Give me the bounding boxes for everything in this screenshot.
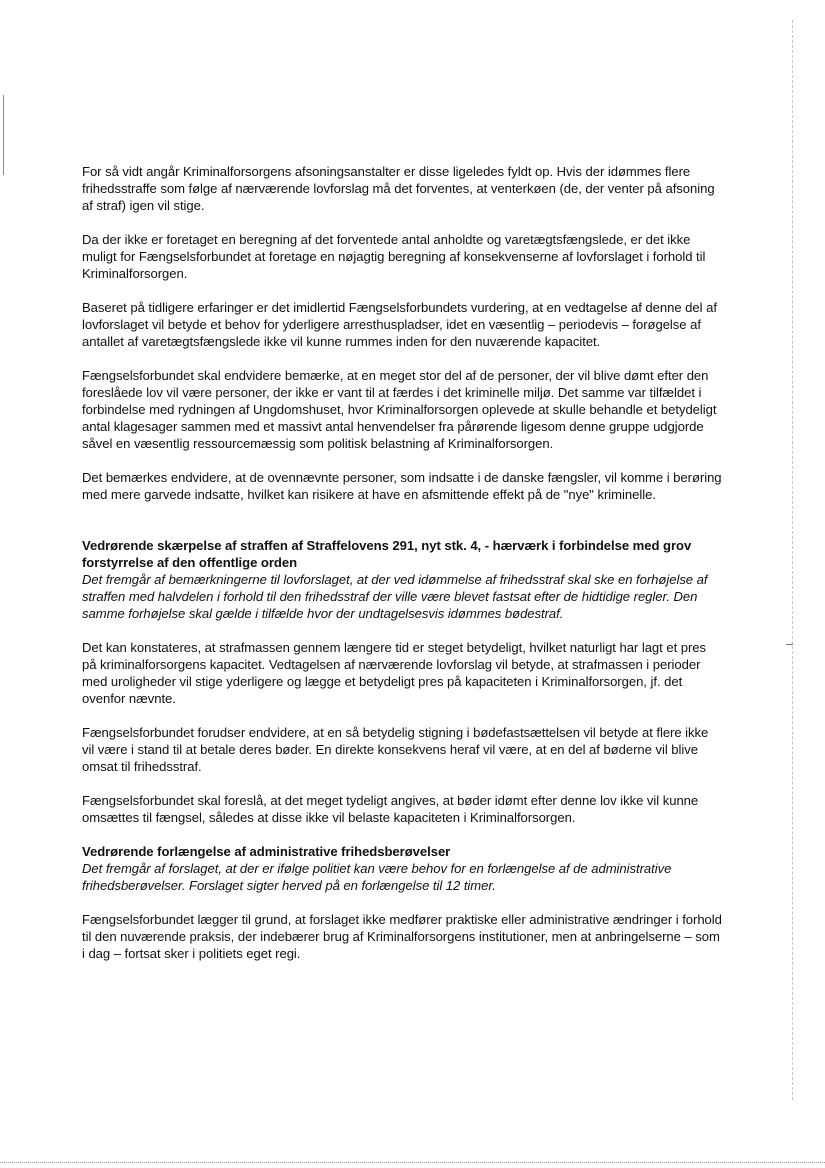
paragraph-proposal-fines: Fængselsforbundet skal foreslå, at det meget tydeligt angives, at bøder idømt efter denne lov ikke vil kunne omsættes til fængsel, således at disse ikke vil belaste kapaciteten i Kriminalforsorgen. xyxy=(82,793,699,825)
paragraph-assessment: Baseret på tidligere erfaringer er det imidlertid Fængselsforbundets vurdering, at en vedtagelse af denne del af lovforslaget vil betyde et behov for yderligere arresthuspladser, idet en væsentlig – periodevis – forøgelse af antallet af varetægtsfængslede ikke vil kunne rummes inden for den nuværende kapacitet. xyxy=(82,300,717,349)
paragraph-new-offenders: Fængselsforbundet skal endvidere bemærke, at en meget stor del af de personer, der vil blive dømt efter den foreslåede lov vil være personer, der ikke er vant til at færdes i det kriminelle miljø. Det samme var tilfældet i forbindelse med rydningen af Ungdomshuset, hvor Kriminalforsorgen oplevede at skulle behandle et betydeligt antal klagesager sammen med et massivt antal henvendelser fra pårørende ligesom denne gruppe udgjorde såvel en væsentlig ressourcemæssig som politisk belastning af Kriminalforsorgen. xyxy=(82,368,717,451)
document-page xyxy=(82,163,722,962)
paragraph-capacity-prisons: For så vidt angår Kriminalforsorgens afsoningsanstalter er disse ligeledes fyldt op. Hvis der idømmes flere frihedsstraffe som følge af nærværende lovforslag må det forventes, at venterkøen (de, der venter på afsoning af straf) igen vil stige. xyxy=(82,164,715,213)
section-quote-detention: Det fremgår af forslaget, at der er ifølge politiet kan være behov for en forlængelse af de administrative frihedsberøvelser. Forslaget sigter herved på en forlængelse til 12 timer. xyxy=(82,861,672,893)
scan-margin-mark xyxy=(786,644,793,645)
paragraph-practice: Fængselsforbundet lægger til grund, at forslaget ikke medfører praktiske eller administrative ændringer i forhold til den nuværende praksis, der indebærer brug af Kriminalforsorgens institutioner, men at anbringelserne – som i dag – fortsat sker i politiets eget regi. xyxy=(82,912,722,961)
scan-edge-right xyxy=(792,20,793,1100)
paragraph-penalty-mass: Det kan konstateres, at strafmassen gennem længere tid er steget betydeligt, hvilket naturligt har lagt et pres på kriminalforsorgens kapacitet. Vedtagelsen af nærværende lovforslag vil betyde, at strafmassen i perioder med uroligheder vil stige yderligere og lægge et betydeligt pres på kapaciteten i Kriminalforsorgen, jf. det ovenfor nævnte. xyxy=(82,640,707,706)
section-quote-vandalism: Det fremgår af bemærkningerne til lovforslaget, at der ved idømmelse af frihedsstraf skal ske en forhøjelse af straffen med halvdelen i forhold til den frihedsstraf der ville være blevet fastsat efter de hidtidige regler. Den samme forhøjelse skal gælde i tilfælde hvor der undtagelsesvis idømmes bødestraf. xyxy=(82,572,708,621)
scan-edge-left xyxy=(3,95,4,175)
paragraph-contact-effect: Det bemærkes endvidere, at de ovennævnte personer, som indsatte i de danske fængsler, vil komme i berøring med mere garvede indsatte, hvilket kan risikere at have en afsmittende effekt på de "nye" kriminelle. xyxy=(82,470,722,502)
paragraph-fines-conversion: Fængselsforbundet forudser endvidere, at en så betydelig stigning i bødefastsættelsen vil betyde at flere ikke vil være i stand til at betale deres bøder. En direkte konsekvens heraf vil være, at en del af bøderne vil blive omsat til frihedsstraf. xyxy=(82,725,709,774)
section-heading-detention: Vedrørende forlængelse af administrative frihedsberøvelser xyxy=(82,844,451,859)
scan-edge-bottom xyxy=(0,1162,825,1163)
section-heading-vandalism: Vedrørende skærpelse af straffen af Straffelovens 291, nyt stk. 4, - hærværk i forbindelse med grov forstyrrelse af den offentlige orden xyxy=(82,538,692,570)
paragraph-no-calculation: Da der ikke er foretaget en beregning af det forventede antal anholdte og varetægtsfængslede, er det ikke muligt for Fængselsforbundet at foretage en nøjagtig beregning af konsekvenserne af lovforslaget i forhold til Kriminalforsorgen. xyxy=(82,232,706,281)
section-administrative-detention xyxy=(82,843,722,962)
section-vandalism xyxy=(82,537,722,826)
